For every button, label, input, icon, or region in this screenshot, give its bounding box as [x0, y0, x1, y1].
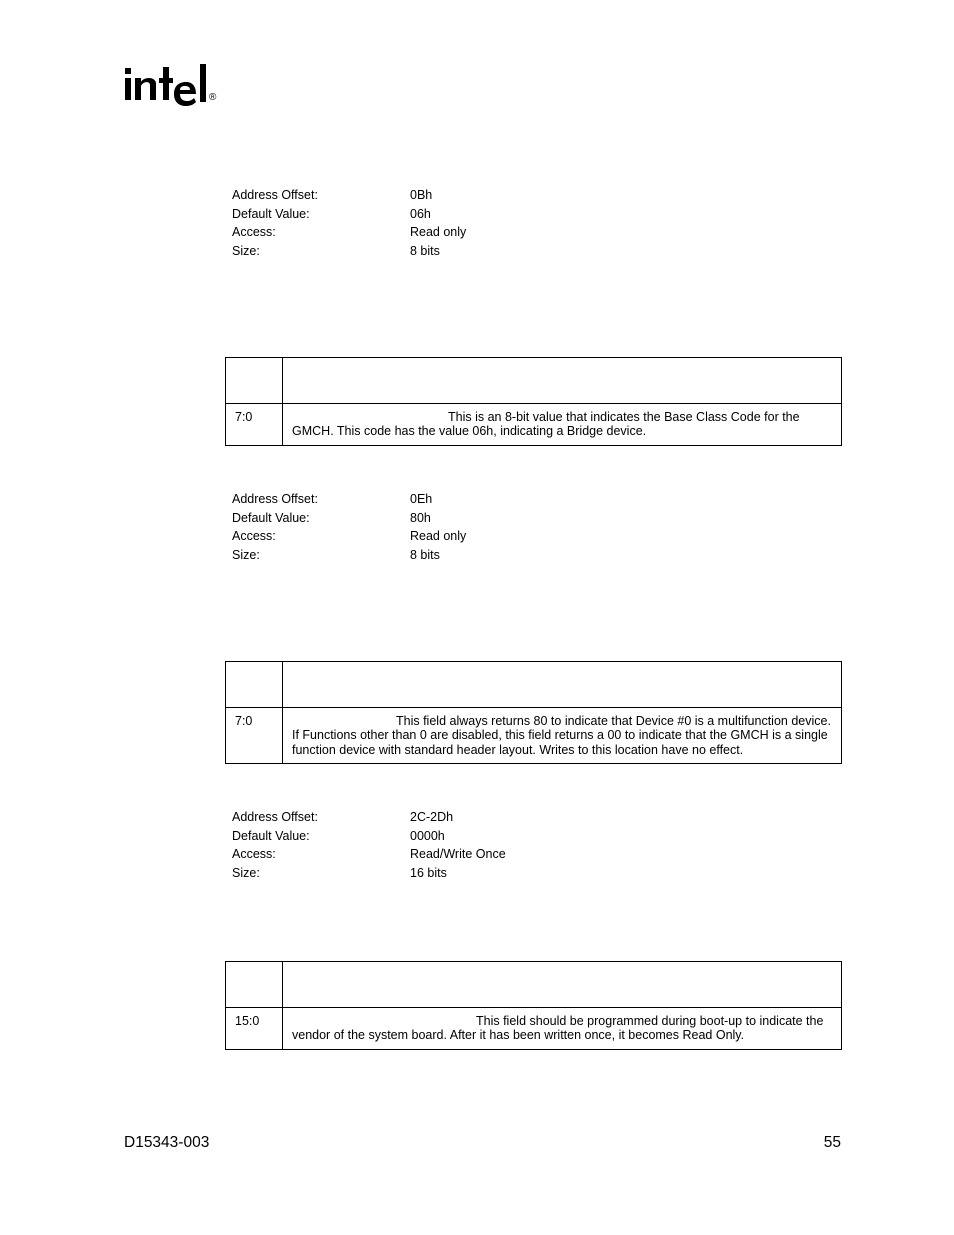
intel-logo-graphic	[122, 58, 222, 116]
register-value: 06h	[410, 206, 431, 221]
register-value: Read/Write Once	[410, 847, 506, 862]
register-value: 8 bits	[410, 548, 440, 563]
bit-description: This field should be programmed during boot-up to indicate the vendor of the system board. After it has been written once, it becomes Read Only.	[283, 1008, 842, 1050]
header-cell-description	[283, 662, 842, 708]
bit-table-header	[226, 662, 842, 708]
register-label: Address Offset:	[232, 810, 318, 824]
register-value: 2C-2Dh	[410, 810, 454, 824]
registered-mark: ®	[209, 92, 217, 103]
bit-description: This field always returns 80 to indicate that Device #0 is a multifunction device. If Functions other than 0 are disabled, this field returns a 00 to indicate that the GMCH is a single function device with standard header layout. Writes to this location have no effect.	[283, 708, 842, 764]
register-label: Access:	[232, 847, 276, 862]
bit-table-header	[226, 962, 842, 1008]
register-label: Default Value:	[232, 206, 310, 221]
document-id: D15343-003	[124, 1134, 210, 1151]
bit-table-row	[226, 708, 842, 764]
register-label: Size:	[232, 548, 260, 563]
header-cell-description	[283, 962, 842, 1008]
register-label: Default Value:	[232, 510, 310, 525]
bit-table-row	[226, 1008, 842, 1050]
register-label: Default Value:	[232, 828, 310, 843]
header-cell-bit	[226, 358, 283, 404]
register-label: Size:	[232, 244, 260, 259]
bit-table-row	[226, 404, 842, 446]
register-value: 16 bits	[410, 866, 447, 881]
bit-table-2	[225, 661, 842, 764]
register-value: Read only	[410, 529, 467, 544]
register-value: 0Bh	[410, 188, 433, 202]
bit-table-header	[226, 358, 842, 404]
bit-range: 15:0	[226, 1008, 283, 1050]
register-label: Address Offset:	[232, 492, 318, 506]
bit-description: This is an 8-bit value that indicates the Base Class Code for the GMCH. This code has the value 06h, indicating a Bridge device.	[283, 404, 842, 446]
register-value: Read only	[410, 225, 467, 240]
bit-range: 7:0	[226, 708, 283, 764]
register-value: 80h	[410, 510, 431, 525]
register-label: Access:	[232, 529, 276, 544]
register-value: 8 bits	[410, 244, 440, 259]
register-label: Address Offset:	[232, 188, 318, 202]
page-number: 55	[823, 1134, 841, 1151]
register-label: Size:	[232, 866, 260, 881]
register-value: 0000h	[410, 828, 445, 843]
header-cell-bit	[226, 962, 283, 1008]
bit-range: 7:0	[226, 404, 283, 446]
header-cell-description	[283, 358, 842, 404]
bit-table-3	[225, 961, 842, 1050]
register-value: 0Eh	[410, 492, 433, 506]
intel-logo	[122, 58, 222, 121]
register-label: Access:	[232, 225, 276, 240]
bit-table-1	[225, 357, 842, 446]
header-cell-bit	[226, 662, 283, 708]
